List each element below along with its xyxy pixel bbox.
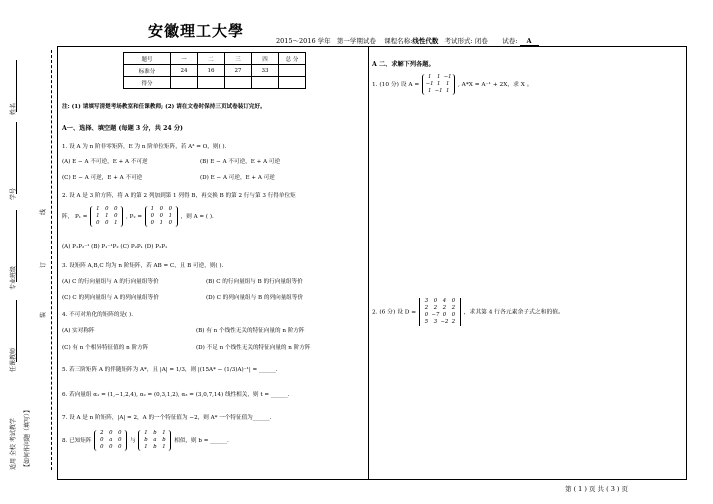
matrix-entry: 0 <box>105 220 109 226</box>
score-cell: 标准分 <box>124 65 171 77</box>
matrix-entry: b <box>153 430 157 436</box>
score-header-cell: 题号 <box>124 53 171 65</box>
problem-1-tail: , A*X = A⁻¹ + 2X，求 X 。 <box>457 82 533 88</box>
score-cell <box>279 65 306 77</box>
question-8-text: 8. 已知矩阵 <box>62 438 92 444</box>
matrix-entry: 0 <box>150 213 155 219</box>
score-table-header-row <box>124 53 306 65</box>
matrix-r1 <box>422 74 455 95</box>
matrix-entry: 0 <box>114 213 118 219</box>
matrix-entry: −1 <box>434 88 443 94</box>
question-4-option-a: (A) 实对称阵 <box>62 328 95 334</box>
question-4-option-b: (B) 有 n 个线性无关的特征向量的 n 阶方阵 <box>196 328 305 334</box>
question-2-matrices <box>62 206 214 227</box>
matrix-entry: −2 <box>440 319 449 325</box>
matrix-entry: 1 <box>96 213 100 219</box>
matrix-entry: 0 <box>105 206 109 212</box>
question-4: 4. 不可对角化的矩阵的是( ). <box>62 312 133 318</box>
question-2: 2. 设 A 是 3 阶方阵，将 A 的第 2 列加到第 1 列得 B，再交换 B 的第 2 行与第 3 行得单位矩 <box>62 193 296 199</box>
matrix-entry: 0 <box>100 437 104 443</box>
matrix-entry: 4 <box>442 298 447 304</box>
matrix-entry: 0 <box>433 298 438 304</box>
question-3-option-d: (D) C 的列向量组与 B 的列向量组等价 <box>206 295 304 301</box>
matrix-entry: 2 <box>451 319 456 325</box>
matrix-entry: 0 <box>118 444 122 450</box>
question-8-tail: 相似，则 b = ______. <box>174 438 229 444</box>
question-3-option-c: (C) C 的列向量组与 A 的列向量组等价 <box>62 295 159 301</box>
matrix-entry: −1 <box>443 74 452 80</box>
matrix-entry: 3 <box>424 298 429 304</box>
section-1-title: A一、选择、填空题 (每题 3 分，共 24 分) <box>62 125 183 132</box>
score-cell: 得分 <box>124 77 171 89</box>
question-3-option-b: (B) C 的行向量组与 B 的行向量组等价 <box>206 279 303 285</box>
matrix-entry: 5 <box>424 319 429 325</box>
matrix-entry: 0 <box>424 312 429 318</box>
question-2-text: 阵， <box>62 214 74 220</box>
question-5: 5. 若三阶矩阵 A 的伴随矩阵为 A*，且 |A| = 1/3，则 |(15A* − (1/3)A)⁻¹| = ______. <box>62 367 278 373</box>
problem-1-text: 1. (10 分) 设 A = <box>372 82 420 88</box>
score-header-cell: 三 <box>225 53 252 65</box>
matrix-entry: 1 <box>159 220 164 226</box>
score-cell: 27 <box>225 65 252 77</box>
matrix-entry: 1 <box>427 88 432 94</box>
problem-2-tail: ，求其第 4 行各元素余子式之和的值。 <box>463 309 564 316</box>
binding-mark-zhuang: 装 <box>40 311 47 318</box>
teacher-blank-line <box>16 300 17 362</box>
score-header-cell: 四 <box>252 53 279 65</box>
academic-year: 2015～2016 学年 <box>276 37 331 45</box>
matrix-entry: 0 <box>168 206 173 212</box>
matrix-entry: 1 <box>144 444 148 450</box>
question-4-option-c: (C) 有 n 个相异特征值的 n 阶方阵 <box>62 345 149 351</box>
matrix-entry: 2 <box>424 305 429 311</box>
score-cell: 16 <box>198 65 225 77</box>
matrix-entry: 0 <box>109 430 113 436</box>
paper-version: A <box>520 37 539 46</box>
score-input-cell[interactable] <box>252 77 279 89</box>
question-4-option-d: (D) 不足 n 个线性无关的特征向量的 n 阶方阵 <box>196 345 311 351</box>
matrix-entry: 0 <box>100 444 104 450</box>
score-header-cell: 二 <box>198 53 225 65</box>
question-1-option-d: (D) E − A 可逆，E + A 可逆 <box>200 175 275 181</box>
id-blank-line <box>16 122 17 194</box>
matrix-entry: 0 <box>114 206 118 212</box>
matrix-entry: 1 <box>144 430 148 436</box>
matrix-entry: 0 <box>96 220 100 226</box>
matrix-entry: 0 <box>118 430 122 436</box>
question-1-option-c: (C) E − A 可逆，E + A 不可逆 <box>62 175 143 181</box>
matrix-entry: 1 <box>114 220 118 226</box>
matrix-entry: 0 <box>159 213 164 219</box>
score-cell: 33 <box>252 65 279 77</box>
matrix-entry: 2 <box>100 430 104 436</box>
matrix-entry: 1 <box>96 206 100 212</box>
matrix-entry: 0 <box>159 206 164 212</box>
determinant-d <box>419 298 461 326</box>
matrix-entry: 1 <box>427 74 432 80</box>
question-7: 7. 设 A 是 n 阶矩阵，|A| = 2，A 的一个特征值为 −2，则 A* 一个特征值为______. <box>62 415 272 421</box>
school-name: 安徽理工大學 <box>148 22 245 40</box>
question-6: 6. 若向量组 α₁ = (1,−1,2,4), α₂ = (0,3,1,2), α₃ = (3,0,7,14) 线性相关，则 t = ______. <box>62 392 290 398</box>
matrix-entry: 2 <box>451 305 456 311</box>
matrix-entry: 0 <box>168 220 173 226</box>
matrix-p2 <box>145 206 178 227</box>
matrix-p1 <box>90 206 123 227</box>
exam-form: 考试形式: 闭卷 <box>444 37 488 45</box>
side-class-label: 专业班级 <box>10 265 17 290</box>
matrix-entry: 1 <box>445 88 450 94</box>
matrix-entry: 1 <box>150 206 155 212</box>
matrix-entry: 0 <box>442 312 447 318</box>
score-header-cell: 一 <box>171 53 198 65</box>
problem-2-text: 2. (6 分) 设 D = <box>372 309 417 316</box>
matrix-q8-b <box>138 430 171 451</box>
side-name-label: 姓名 <box>10 102 17 115</box>
side-teacher-label: 任课教师 <box>10 347 17 372</box>
question-3-option-a: (A) C 的行向量组与 A 的行向量组等价 <box>62 279 159 285</box>
matrix-entry: 1 <box>436 74 441 80</box>
score-input-cell[interactable] <box>225 77 252 89</box>
question-1-option-a: (A) E − A 不可逆，E + A 不可逆 <box>62 159 148 165</box>
question-2-options: (A) P₁P₂⁻¹ (B) P₁⁻¹P₂ (C) P₂P₁ (D) P₂P₁ <box>62 244 168 250</box>
matrix-entry: b <box>144 437 148 443</box>
score-input-cell[interactable] <box>171 77 198 89</box>
score-cell: 24 <box>171 65 198 77</box>
binding-mark-xian: 线 <box>40 208 47 215</box>
name-blank-line <box>16 60 17 112</box>
matrix-entry: −7 <box>431 312 440 318</box>
matrix-entry: 2 <box>433 305 438 311</box>
matrix-entry: 3 <box>433 319 438 325</box>
side-note: 适用 全校 考试教学 <box>10 418 17 470</box>
side-id-label: 学号 <box>10 187 17 200</box>
score-input-cell[interactable] <box>279 77 306 89</box>
section-2-title: A 二、求解下列各题。 <box>372 61 435 68</box>
matrix-entry: 1 <box>436 81 441 87</box>
matrix-entry: a <box>109 437 113 443</box>
matrix-entry: 0 <box>118 437 122 443</box>
matrix-q8-a <box>94 430 127 451</box>
course-name: 线性代数 <box>412 37 439 45</box>
matrix-entry: 0 <box>109 444 113 450</box>
matrix-entry: 0 <box>451 298 456 304</box>
matrix-entry: a <box>153 437 157 443</box>
exam-note: 注: (1) 请填写清楚考场教室和任课教师; (2) 请在文卷时保持三页试卷装订完好。 <box>62 104 266 110</box>
score-table <box>123 52 306 89</box>
score-table-row <box>124 77 306 89</box>
question-1: 1. 设 A 为 n 阶非零矩阵，E 为 n 阶单位矩阵，若 A³ = O，则( ). <box>62 144 227 150</box>
score-input-cell[interactable] <box>198 77 225 89</box>
question-2-tail: ，则 A = ( ). <box>180 214 214 220</box>
score-header-cell: 总 分 <box>279 53 306 65</box>
course-label: 课程名称: <box>384 37 413 45</box>
matrix-entry: 1 <box>168 213 173 219</box>
question-3: 3. 设矩阵 A,B,C 均为 n 阶矩阵，若 AB = C，且 B 可逆，则( ). <box>62 263 224 269</box>
binding-cut-line <box>51 50 52 470</box>
question-8 <box>62 430 229 451</box>
matrix-entry: b <box>162 437 166 443</box>
question-8-and: 与 <box>130 438 136 444</box>
problem-2 <box>372 298 564 326</box>
matrix-entry: 1 <box>105 213 109 219</box>
matrix-entry: 1 <box>445 81 450 87</box>
exam-header <box>276 36 539 46</box>
p1-label: P₁ = <box>74 214 88 220</box>
page-footer: 第 ( 1 ) 页 共 ( 3 ) 页 <box>565 485 629 493</box>
term: 第一学期试卷 <box>336 37 376 45</box>
matrix-entry: −1 <box>425 81 434 87</box>
paper-label: 试卷: <box>502 37 518 45</box>
matrix-entry: 0 <box>451 312 456 318</box>
matrix-entry: 0 <box>150 220 155 226</box>
binding-mark-ding: 订 <box>40 261 47 268</box>
problem-1 <box>372 74 533 95</box>
matrix-entry: 2 <box>442 305 447 311</box>
matrix-entry: 1 <box>162 444 166 450</box>
matrix-entry: 1 <box>162 430 166 436</box>
matrix-entry: b <box>153 444 157 450</box>
question-1-option-b: (B) E − A 不可逆，E + A 可逆 <box>200 159 281 165</box>
class-blank-line <box>16 210 17 282</box>
side-note-2: 【如何作问题（填写）】 <box>24 406 31 470</box>
p2-label: , P₂ = <box>126 214 143 220</box>
column-divider <box>368 46 369 480</box>
score-table-row <box>124 65 306 77</box>
